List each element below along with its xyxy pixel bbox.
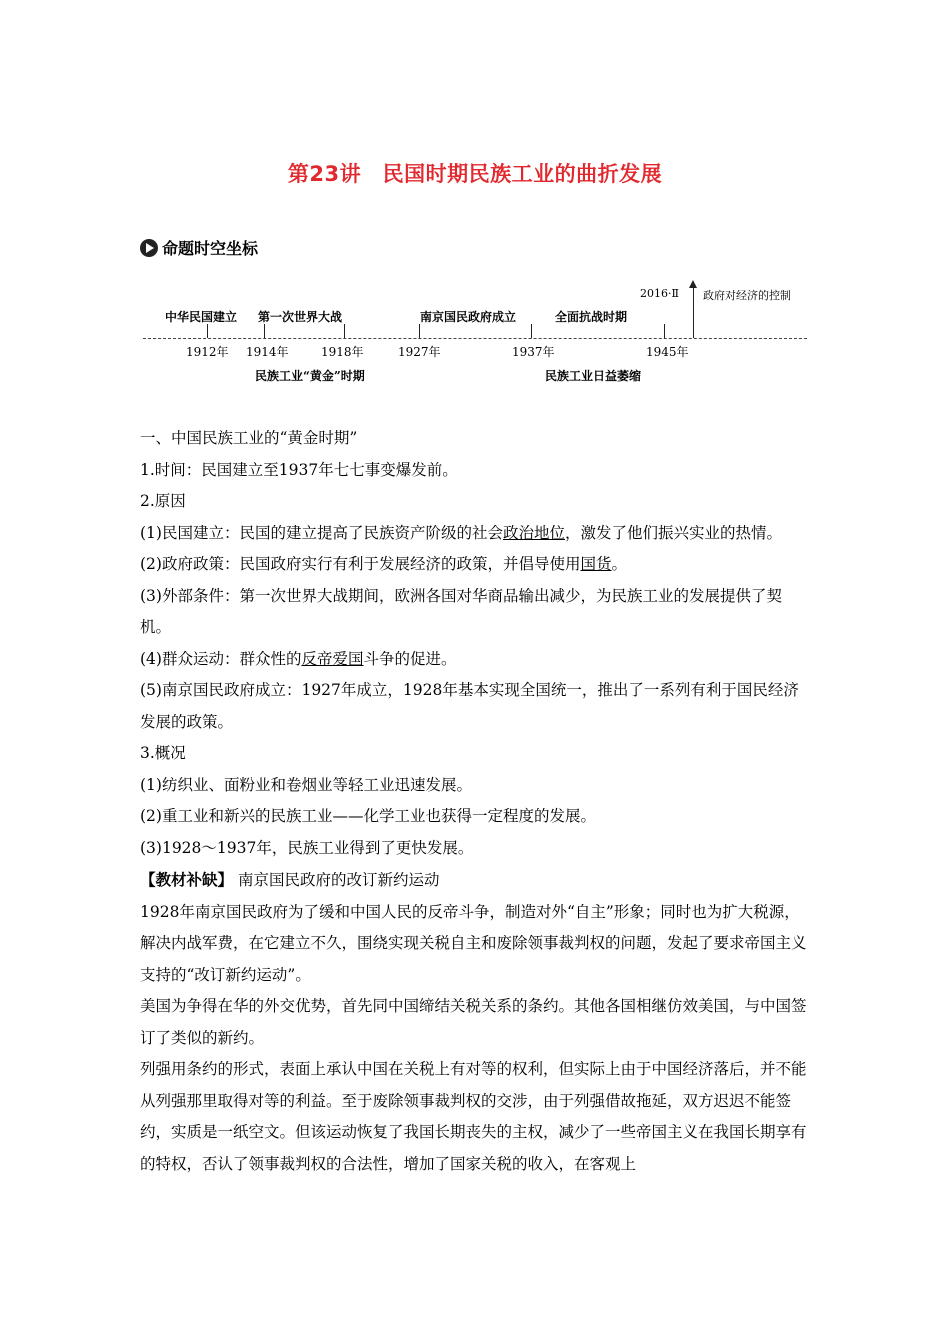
heading-golden-period: 一、中国民族工业的“黄金时期” [140, 429, 358, 447]
overview-2: (2)重工业和新兴的民族工业——化学工业也获得一定程度的发展。 [140, 807, 596, 825]
main-content [140, 423, 812, 1180]
reason-heading: 2.原因 [140, 492, 186, 510]
reason-4 [140, 644, 812, 676]
reason-3: (3)外部条件：第一次世界大战期间，欧洲各国对华商品输出减少，为民族工业的发展提供了契机。 [140, 586, 782, 636]
overview-3: (3)1928～1937年，民族工业得到了更快发展。 [140, 838, 474, 857]
underlined-term: 政治地位 [502, 523, 565, 542]
timeline-tick [419, 324, 420, 338]
timeline-year: 1912年 [186, 345, 229, 359]
timeline-event: 中华民国建立 [165, 310, 238, 324]
timeline-year: 1945年 [646, 345, 689, 359]
text: ，激发了他们振兴实业的热情。 [564, 523, 782, 542]
text: (2)政府政策：民国政府实行有利于发展经济的政策，并倡导使用 [140, 555, 581, 573]
section-heading-label: 命题时空坐标 [162, 239, 259, 258]
timeline-tick [344, 324, 345, 338]
supplement-label: 【教材补缺】 [140, 870, 234, 889]
reason-1 [140, 518, 812, 550]
timeline-tick [531, 324, 532, 338]
text: 。 [611, 555, 627, 573]
play-circle-icon [140, 239, 158, 257]
up-arrow-icon [693, 286, 694, 338]
text: 斗争的促进。 [363, 649, 457, 668]
timeline-year: 1927年 [398, 345, 441, 359]
section-heading [140, 236, 258, 259]
timeline-period: 民族工业日益萎缩 [545, 369, 642, 383]
timeline-period: 民族工业“黄金”时期 [255, 369, 365, 383]
exam-mark: 2016·Ⅱ [640, 287, 679, 300]
paragraph: 1928年南京国民政府为了缓和中国人民的反帝斗争，制造对外“自主”形象；同时也为扩大税源，解决内战军费，在它建立不久，围绕实现关税自主和废除领事裁判权的问题，发起了要求帝国主义支持的“改订新约运动”。 [140, 902, 807, 984]
page-title: 第23讲 民国时期民族工业的曲折发展 [287, 162, 663, 186]
paragraph: 美国为争得在华的外交优势，首先同中国缔结关税关系的条约。其他各国相继仿效美国，与中国签订了类似的新约。 [140, 997, 807, 1047]
supplement-heading [140, 864, 812, 897]
underlined-term: 国货 [580, 555, 612, 573]
text: (1)民国建立：民国的建立提高了民族资产阶级的社会 [140, 523, 503, 542]
timeline-year: 1937年 [512, 345, 555, 359]
overview-1: (1)纺织业、面粉业和卷烟业等轻工业迅速发展。 [140, 775, 472, 794]
reason-5: (5)南京国民政府成立：1927年成立，1928年基本实现全国统一，推出了一系列有利于国民经济发展的政策。 [140, 681, 799, 731]
timeline-event: 南京国民政府成立 [420, 310, 517, 324]
text: (4)群众运动：群众性的 [140, 649, 302, 668]
timeline-tick [664, 324, 665, 338]
time-line: 1.时间：民国建立至1937年七七事变爆发前。 [140, 460, 458, 479]
timeline-event: 全面抗战时期 [555, 310, 628, 324]
timeline-tick [264, 324, 265, 338]
timeline-diagram [0, 0, 950, 400]
reason-2 [140, 549, 812, 581]
timeline-year: 1914年 [246, 345, 289, 359]
topic-label: 政府对经济的控制 [703, 289, 791, 302]
supplement-title: 南京国民政府的改订新约运动 [237, 871, 440, 889]
overview-heading: 3.概况 [140, 744, 186, 762]
paragraph: 列强用条约的形式，表面上承认中国在关税上有对等的权利，但实际上由于中国经济落后，并不能从列强那里取得对等的利益。至于废除领事裁判权的交涉，由于列强借故拖延，双方迟迟不能签约，实质是一纸空文。但该运动恢复了我国长期丧失的主权，减少了一些帝国主义在我国长期享有的特权，否认了领事裁判权的合法性，增加了国家关税的收入，在客观上 [140, 1060, 807, 1173]
timeline-axis [143, 338, 807, 339]
timeline-tick [207, 324, 208, 338]
underlined-term: 反帝爱国 [301, 649, 364, 668]
timeline-event: 第一次世界大战 [258, 310, 343, 324]
timeline-year: 1918年 [321, 345, 364, 359]
